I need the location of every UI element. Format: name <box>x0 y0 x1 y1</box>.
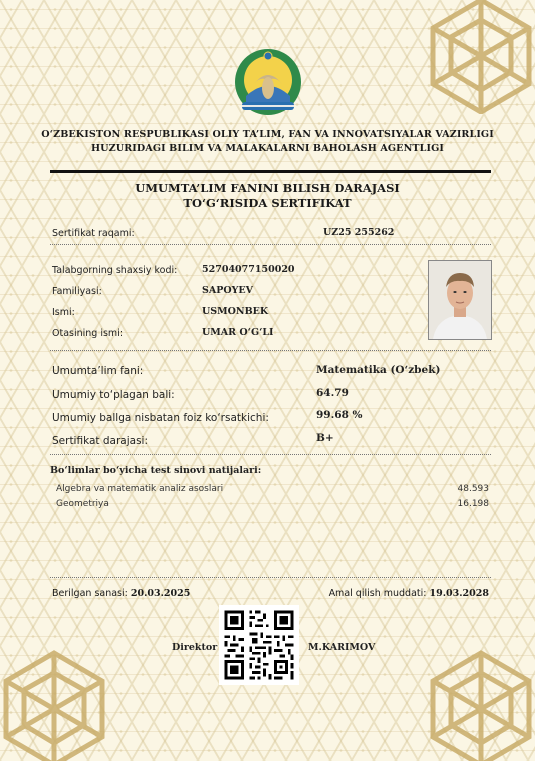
state-emblem-icon <box>232 46 304 118</box>
name-value: USMONBEK <box>202 306 269 317</box>
certificate-title <box>30 181 505 211</box>
sections-heading: Bo‘limlar bo‘yicha test sinovi natijalari: <box>50 465 262 476</box>
verification-qr-code[interactable] <box>219 605 299 685</box>
divider-dotted <box>50 350 491 351</box>
section-row <box>56 484 489 494</box>
percent-label: Umumiy ballga nisbatan foiz ko‘rsatkichi: <box>52 412 269 424</box>
certificate-number: UZ25 255262 <box>323 227 395 238</box>
valid-label: Amal qilish muddati: <box>328 588 427 599</box>
divider-dotted <box>50 244 491 245</box>
title-line-1: UMUMTA’LIM FANINI BILISH DARAJASI <box>135 181 400 195</box>
director-name: M.KARIMOV <box>308 642 376 653</box>
issued-date-field <box>52 588 190 599</box>
issued-label: Berilgan sanasi: <box>52 588 128 599</box>
person-photo-icon <box>429 261 491 339</box>
corner-ornament-top-right <box>421 0 535 114</box>
level-value: B+ <box>316 432 334 444</box>
name-label: Ismi: <box>52 307 75 318</box>
patronymic-label: Otasining ismi: <box>52 328 124 339</box>
surname-value: SAPOYEV <box>202 285 254 296</box>
corner-ornament-bottom-right <box>421 647 535 761</box>
agency-line-1: O‘ZBEKISTON RESPUBLIKASI OLIY TA’LIM, FAN VA INNOVATSIYALAR VAZIRLIGI <box>41 129 494 140</box>
surname-label: Familiyasi: <box>52 286 102 297</box>
patronymic-value: UMAR O‘G‘LI <box>202 327 274 338</box>
valid-date: 19.03.2028 <box>429 588 489 599</box>
candidate-photo <box>428 260 492 340</box>
title-line-2: TO‘G‘RISIDA SERTIFIKAT <box>183 196 352 210</box>
subject-value: Matematika (O‘zbek) <box>316 364 441 376</box>
pin-value: 52704077150020 <box>202 264 295 275</box>
section-value: 48.593 <box>457 484 489 494</box>
score-value: 64.79 <box>316 387 349 399</box>
section-name: Geometriya <box>56 499 109 509</box>
percent-value: 99.68 % <box>316 409 363 421</box>
subject-label: Umumta’lim fani: <box>52 365 144 377</box>
section-name: Algebra va matematik analiz asoslari <box>56 484 224 494</box>
certificate-number-label: Sertifikat raqami: <box>52 228 135 239</box>
score-label: Umumiy to‘plagan bali: <box>52 389 175 401</box>
divider-dotted <box>50 454 491 455</box>
valid-date-field <box>329 588 489 599</box>
qr-code-icon <box>219 605 299 685</box>
header-divider <box>50 170 491 173</box>
corner-ornament-bottom-left <box>0 647 114 761</box>
level-label: Sertifikat darajasi: <box>52 435 149 447</box>
agency-line-2: HUZURIDAGI BILIM VA MALAKALARNI BAHOLASH AGENTLIGI <box>91 143 444 154</box>
section-value: 16.198 <box>457 499 489 509</box>
issued-date: 20.03.2025 <box>130 588 191 599</box>
section-row <box>56 499 489 509</box>
divider-dotted <box>50 577 491 578</box>
agency-name <box>30 128 505 156</box>
director-label: Direktor <box>172 642 218 653</box>
pin-label: Talabgorning shaxsiy kodi: <box>52 265 178 276</box>
